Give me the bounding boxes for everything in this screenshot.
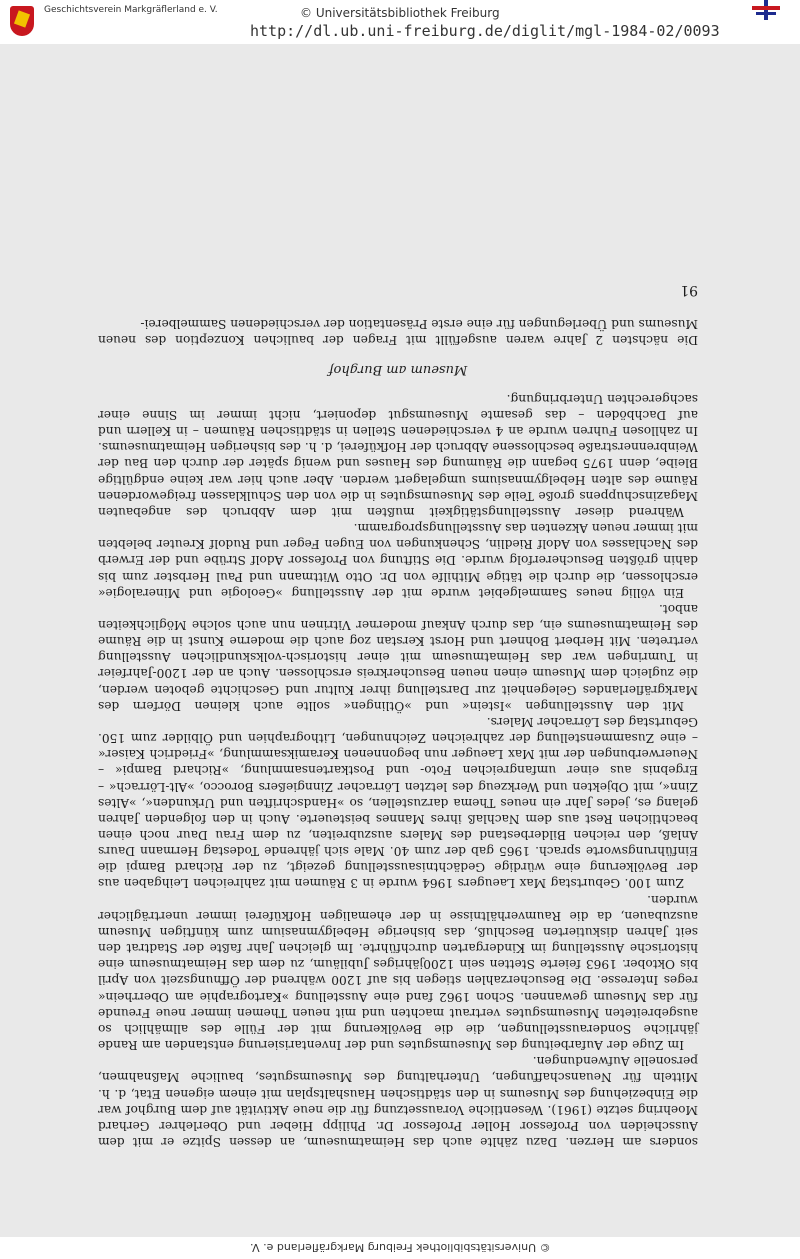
source-url[interactable]: http://dl.ub.uni-freiburg.de/diglit/mgl-1984-02/0093 [250,22,720,40]
paragraph: Im Zuge der Aufarbeitung des Museumsgutes und der Inventarisierung entstanden am Rande jährliche Sonderausstellungen, die die Bevölkerung mit der Fülle des allmählich so ausgebreiteten Museumsgutes vertraut machten und mit neuen Themen immer neue Freunde für das Museum gewannen. Schon 1962 fand eine Ausstellung »Kartographie am Oberrhein« reges Interesse. Die Besucherzahlen stiegen bis auf 1200 während der Öffnungszeit von April bis Oktober. 1963 feierte Stetten sein 1200jähriges Jubiläum, zu dem das Heimatmuseum eine historische Ausstellung im Kindergarten durchführte. Im gleichen Jahr faßte der Stadtrat den seit Jahren diskutierten Beschluß, das bisherige Hebelgymnasium zum künftigen Museum auszubauen, da die Raumverhältnisse in der ehemaligen Hofküferei immer unerträglicher wurden. [98,892,698,1053]
university-logo-icon [748,0,788,22]
section-title: Museum am Burghof [328,361,468,377]
paragraph: Mit den Ausstellungen »Istein« und »Ötlingen« sollte auch kleinen Dörfern des Markgräflerlandes Gelegenheit zur Darstellung ihrer Kultur und Geschichte geboten werden, die zugleich dem Museum einen neuen Besucherkreis erschlossen. Auch an der 1200-Jahrfeier in Tumringen war das Heimatmuseum mit einer historisch-volkskundlichen Ausstellung vertreten. Mit Herbert Bohnert und Horst Kerstan zog auch die moderne Kunst in die Räume des Heimatmuseums ein, das durch Ankauf moderner Vitrinen nun auch solche Möglichkeiten anbot. [98,601,698,713]
page-number: 91 [680,282,698,299]
coat-of-arms-icon [10,6,34,36]
verein-label: Geschichtsverein Markgräflerland e. V. [44,5,218,15]
paragraph: Ein völlig neues Sammelgebiet wurde mit der Ausstellung »Geologie und Mineralogie« erschlossen, die durch die tätige Mithilfe von Dr. Otto Wittmann und Paul Herbster zum bis dahin größten Besuchererfolg wurde. Die Stiftung von Professor Adolf Strübe und der Erwerb des Nachlasses von Adolf Riedlin, Schenkungen von Eugen Feger und Rudolf Kreuter belebten mit immer neuen Akzenten das Ausstellungsprogramm. [98,521,698,600]
scanned-page [98,145,698,1150]
footer-label: © Universitätsbibliothek Freiburg Markgräflerland e. V. [250,1241,551,1254]
library-label: © Universitätsbibliothek Freiburg [300,6,500,20]
paragraph: Während dieser Ausstellungstätigkeit mußten mit dem Abbruch des angebauten Magazinschuppens große Teile des Museumsgutes in die von den Schulklassen freigewordenen Räume des alten Hebelgymnasiums umgelagert werden. Aber auch hier war keine endgültige Bleibe, denn 1975 begann die Räumung des Hauses und wenig später der durch den Bau der Weinbrennerstraße beschlossene Abbruch der Hofküferei, d. h. des bisherigen Heimatmuseums. In zahllosen Fuhren wurde an 4 verschiedenen Stellen in städtischen Räumen – in Kellern und auf Dachböden – das gesamte Museumsgut deponiert, nicht immer im Sinne einer sachgerechten Unterbringung. [98,391,698,519]
paragraph: Die nächsten 2 Jahre waren ausgefüllt mit Fragen der baulichen Konzeption des neuen Museums und Überlegungen für eine erste Präsentation der verschiedenen Sammelberei- [98,317,698,348]
page-content [98,145,698,1150]
footer-bar [0,1237,800,1259]
paragraph: sonders am Herzen. Dazu zählte auch das Heimatmuseum, an dessen Spitze er mit dem Ausscheiden von Professor Holler Professor Dr. Philipp Hieber und Oberlehrer Gerhard Moehring setzte (1961). Wesentliche Voraussetzung für die neue Aktivität auf dem Burghof war die Einbeziehung des Museums in den städtischen Haushaltsplan mit einem eigenen Etat, d. h. Mitteln für Neuanschaffungen, Unterhaltung des Museumsgutes, bauliche Maßnahmen, personelle Aufwendungen. [98,1054,698,1149]
header-bar [0,0,800,44]
paragraph: Zum 100. Geburtstag Max Laeugers 1964 wurde in 3 Räumen mit zahlreichen Leihgaben aus der Bevölkerung eine würdige Gedächtnisausstellung gezeigt, zu der Richard Bampi die Einführungsworte sprach. 1965 gab der zum 40. Male sich jährende Todestag Hermann Daurs Anlaß, den reichen Bilderbestand des Malers auszubreiten, zu dem Frau Daur noch einen beachtlichen Rest aus dem Nachlaß ihres Mannes beisteuerte. Auch in den folgenden Jahren gelang es, jedes Jahr ein neues Thema darzustellen, so »Handschriften und Urkunden«, »Altes Zinn«, mit Objekten und Werkzeug des letzten Lörracher Zinngießers Borocco, »Alt-Lörrach« – Ergebnis aus einer umfangreichen Foto- und Postkartensammlung, »Richard Bampi« – Neuerwerbungen der mit Max Laeuger nun begonnenen Keramiksammlung, »Friedrich Kaiser« – eine Zusammenstellung der zahlreichen Zeichnungen, Lithographien und Ölbilder zum 150. Geburtstag des Lörracher Malers. [98,714,698,891]
